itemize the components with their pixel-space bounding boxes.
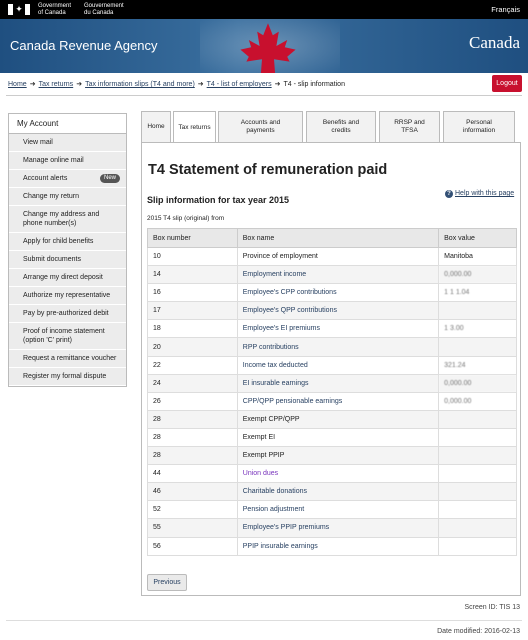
table-row <box>148 410 517 428</box>
table-row <box>148 447 517 465</box>
box-name-link[interactable]: CPP/QPP pensionable earnings <box>242 397 343 405</box>
breadcrumb-current: T4 - slip information <box>283 81 345 88</box>
screen-id: Screen ID: TIS 13 <box>464 604 520 611</box>
box-value <box>439 537 517 555</box>
government-of-canada-fr: Gouvernement du Canada <box>84 3 124 16</box>
box-number: 16 <box>148 284 238 302</box>
box-value <box>439 483 517 501</box>
slip-subtitle: Slip information for tax year 2015 <box>147 195 290 205</box>
sidebar-item-view-mail[interactable]: View mail <box>9 134 126 152</box>
box-name <box>237 392 438 410</box>
table-row <box>148 537 517 555</box>
table-row <box>148 374 517 392</box>
sidebar-item-remittance-voucher[interactable]: Request a remittance voucher <box>9 350 126 368</box>
date-modified: Date modified: 2016-02-13 <box>437 628 520 635</box>
table-row <box>148 266 517 284</box>
box-value <box>439 519 517 537</box>
table-row <box>148 501 517 519</box>
box-name-link[interactable]: RPP contributions <box>242 343 299 351</box>
box-name: Exempt CPP/QPP <box>237 410 438 428</box>
language-toggle-link[interactable]: Français <box>491 5 520 14</box>
box-number: 10 <box>148 248 238 266</box>
box-value: 0,000.00 <box>439 392 517 410</box>
sidebar-item-account-alerts[interactable] <box>9 170 126 188</box>
breadcrumb-tax-slips[interactable]: Tax information slips (T4 and more) <box>85 81 195 88</box>
government-of-canada-en: Government of Canada <box>38 3 72 16</box>
sidebar-item-label: Account alerts <box>23 175 68 182</box>
box-value <box>439 447 517 465</box>
sidebar-item-proof-of-income[interactable]: Proof of income statement (option 'C' print) <box>9 323 126 350</box>
box-number: 52 <box>148 501 238 519</box>
arrow-right-icon: ➜ <box>76 81 83 88</box>
sidebar-item-authorize-rep[interactable]: Authorize my representative <box>9 287 126 305</box>
table-row <box>148 465 517 483</box>
new-badge: New <box>100 174 120 183</box>
box-number: 28 <box>148 428 238 446</box>
table-row <box>148 302 517 320</box>
box-value: 0,000.00 <box>439 374 517 392</box>
box-name <box>237 519 438 537</box>
breadcrumb-tax-returns[interactable]: Tax returns <box>38 81 74 88</box>
canada-flag-icon: ✦ <box>8 4 30 15</box>
tab-benefits-credits[interactable]: Benefits and credits <box>306 111 376 142</box>
box-name-link[interactable]: Pension adjustment <box>242 506 305 514</box>
sidebar-item-formal-dispute[interactable]: Register my formal dispute <box>9 368 126 386</box>
canada-wordmark: Canada <box>469 33 520 52</box>
arrow-right-icon: ➜ <box>274 81 281 88</box>
box-name-link[interactable]: Employment income <box>242 271 307 279</box>
box-value: 1 3.00 <box>439 320 517 338</box>
sidebar-item-child-benefits[interactable]: Apply for child benefits <box>9 233 126 251</box>
table-row <box>148 428 517 446</box>
box-name-link[interactable]: EI insurable earnings <box>242 379 309 387</box>
box-number: 28 <box>148 447 238 465</box>
agency-title: Canada Revenue Agency <box>10 38 158 53</box>
box-value <box>439 410 517 428</box>
box-name <box>237 501 438 519</box>
table-row <box>148 483 517 501</box>
divider <box>6 620 522 621</box>
page-title: T4 Statement of remuneration paid <box>148 162 388 178</box>
box-name <box>237 537 438 555</box>
table-row <box>148 320 517 338</box>
box-name: Exempt EI <box>237 428 438 446</box>
breadcrumb-employers[interactable]: T4 - list of employers <box>206 81 272 88</box>
box-name-link[interactable]: PPIP insurable earnings <box>242 542 318 550</box>
box-name <box>237 356 438 374</box>
tab-personal-information[interactable]: Personal information <box>443 111 515 142</box>
box-name-link[interactable]: Employee's QPP contributions <box>242 307 337 315</box>
box-number: 26 <box>148 392 238 410</box>
box-name-link[interactable]: Charitable donations <box>242 488 307 496</box>
table-row <box>148 248 517 266</box>
table-row <box>148 392 517 410</box>
box-value: 0,000.00 <box>439 266 517 284</box>
box-name <box>237 338 438 356</box>
table-row <box>148 519 517 537</box>
tab-rrsp-tfsa[interactable]: RRSP and TFSA <box>379 111 440 142</box>
box-number: 28 <box>148 410 238 428</box>
slip-caption: 2015 T4 slip (original) from <box>147 215 225 222</box>
t4-slip-table <box>147 228 517 556</box>
help-icon[interactable]: ? <box>445 190 453 198</box>
logout-button[interactable]: Logout <box>492 75 522 92</box>
tab-home[interactable]: Home <box>141 111 171 142</box>
table-row <box>148 338 517 356</box>
table-header-row <box>148 229 517 248</box>
box-number: 24 <box>148 374 238 392</box>
box-number: 55 <box>148 519 238 537</box>
box-name <box>237 266 438 284</box>
box-value <box>439 465 517 483</box>
my-account-sidebar <box>8 113 127 387</box>
box-number: 56 <box>148 537 238 555</box>
table-row <box>148 284 517 302</box>
breadcrumb-home[interactable]: Home <box>8 81 27 88</box>
arrow-right-icon: ➜ <box>197 81 204 88</box>
header-box-name: Box name <box>237 229 438 248</box>
box-value: 321.24 <box>439 356 517 374</box>
header-box-value: Box value <box>439 229 517 248</box>
help-link[interactable]: Help with this page <box>455 190 515 197</box>
box-value <box>439 428 517 446</box>
tab-tax-returns[interactable]: Tax returns <box>173 111 216 143</box>
tab-accounts-payments[interactable]: Accounts and payments <box>218 111 303 142</box>
maple-leaf-icon <box>232 22 304 73</box>
box-value <box>439 501 517 519</box>
box-name-link[interactable]: Income tax deducted <box>242 361 308 369</box>
box-name-link[interactable]: Employee's PPIP premiums <box>242 524 330 532</box>
box-name: Exempt PPIP <box>237 447 438 465</box>
header-box-number: Box number <box>148 229 238 248</box>
divider <box>6 95 522 96</box>
box-number: 46 <box>148 483 238 501</box>
box-name <box>237 483 438 501</box>
sidebar-item-change-return[interactable]: Change my return <box>9 188 126 206</box>
box-value <box>439 302 517 320</box>
box-number: 44 <box>148 465 238 483</box>
government-bar <box>0 0 528 19</box>
box-name <box>237 374 438 392</box>
box-value: 1 1 1.04 <box>439 284 517 302</box>
box-number: 22 <box>148 356 238 374</box>
box-name <box>237 320 438 338</box>
sidebar-heading: My Account <box>9 114 126 134</box>
arrow-right-icon: ➜ <box>29 81 36 88</box>
sidebar-item-pre-authorized-debit[interactable]: Pay by pre-authorized debit <box>9 305 126 323</box>
box-number: 20 <box>148 338 238 356</box>
agency-banner <box>0 19 528 73</box>
box-name: Province of employment <box>237 248 438 266</box>
previous-button[interactable]: Previous <box>147 574 187 591</box>
box-name <box>237 284 438 302</box>
box-number: 18 <box>148 320 238 338</box>
sidebar-item-direct-deposit[interactable]: Arrange my direct deposit <box>9 269 126 287</box>
sidebar-item-submit-documents[interactable]: Submit documents <box>9 251 126 269</box>
box-name-link[interactable]: Union dues <box>242 470 279 478</box>
breadcrumb <box>8 80 345 89</box>
box-name-link[interactable]: Employee's EI premiums <box>242 325 320 333</box>
box-number: 17 <box>148 302 238 320</box>
sidebar-item-manage-online-mail[interactable]: Manage online mail <box>9 152 126 170</box>
box-name-link[interactable]: Employee's CPP contributions <box>242 289 337 297</box>
sidebar-item-change-address[interactable]: Change my address and phone number(s) <box>9 206 126 233</box>
box-name <box>237 302 438 320</box>
box-value <box>439 338 517 356</box>
box-value: Manitoba <box>439 248 517 266</box>
box-name <box>237 465 438 483</box>
table-row <box>148 356 517 374</box>
box-number: 14 <box>148 266 238 284</box>
